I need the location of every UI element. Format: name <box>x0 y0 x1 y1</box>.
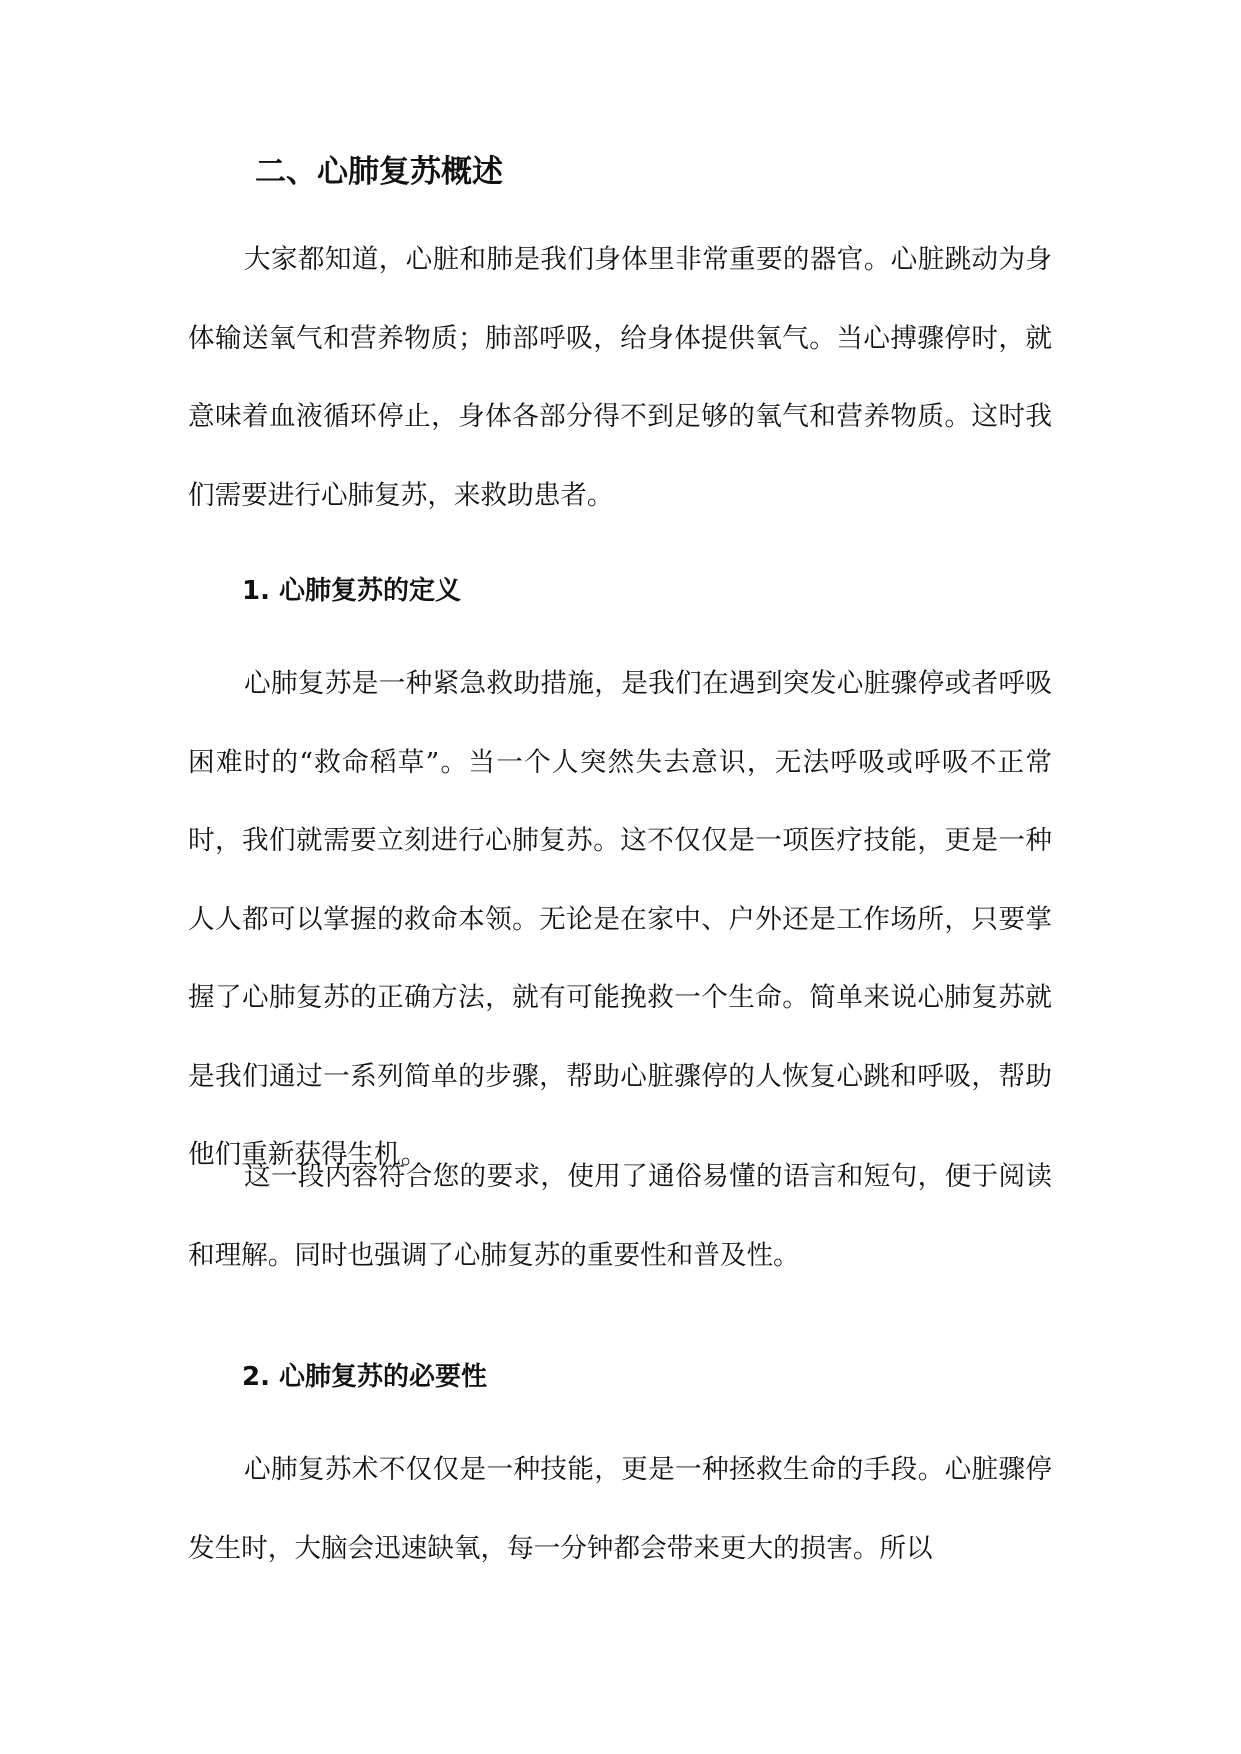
definition-paragraph: 心肺复苏是一种紧急救助措施，是我们在遇到突发心脏骤停或者呼吸困难时的“救命稻草”。当一个人突然失去意识，无法呼吸或呼吸不正常时，我们就需要立刻进行心肺复苏。这不仅仅是一项医疗技能，更是一种人人都可以掌握的救命本领。无论是在家中、户外还是工作场所，只要掌握了心肺复苏的正确方法，就有可能挽救一个生命。简单来说心肺复苏就是我们通过一系列简单的步骤，帮助心脏骤停的人恢复心跳和呼吸，帮助他们重新获得生机。 <box>188 668 1052 1170</box>
definition-heading: 1. 心肺复苏的定义 <box>242 576 462 606</box>
necessity-paragraph: 心肺复苏术不仅仅是一种技能，更是一种拯救生命的手段。心脏骤停发生时，大脑会迅速缺氧，每一分钟都会带来更大的损害。所以 <box>188 1454 1052 1564</box>
definition-note-paragraph: 这一段内容符合您的要求，使用了通俗易懂的语言和短句，便于阅读和理解。同时也强调了心肺复苏的重要性和普及性。 <box>188 1161 1052 1271</box>
section-title: 二、心肺复苏概述 <box>255 154 503 190</box>
necessity-heading: 2. 心肺复苏的必要性 <box>242 1362 488 1392</box>
intro-paragraph: 大家都知道，心脏和肺是我们身体里非常重要的器官。心脏跳动为身体输送氧气和营养物质；肺部呼吸，给身体提供氧气。当心搏骤停时，就意味着血液循环停止，身体各部分得不到足够的氧气和营养物质。这时我们需要进行心肺复苏，来救助患者。 <box>188 244 1052 511</box>
